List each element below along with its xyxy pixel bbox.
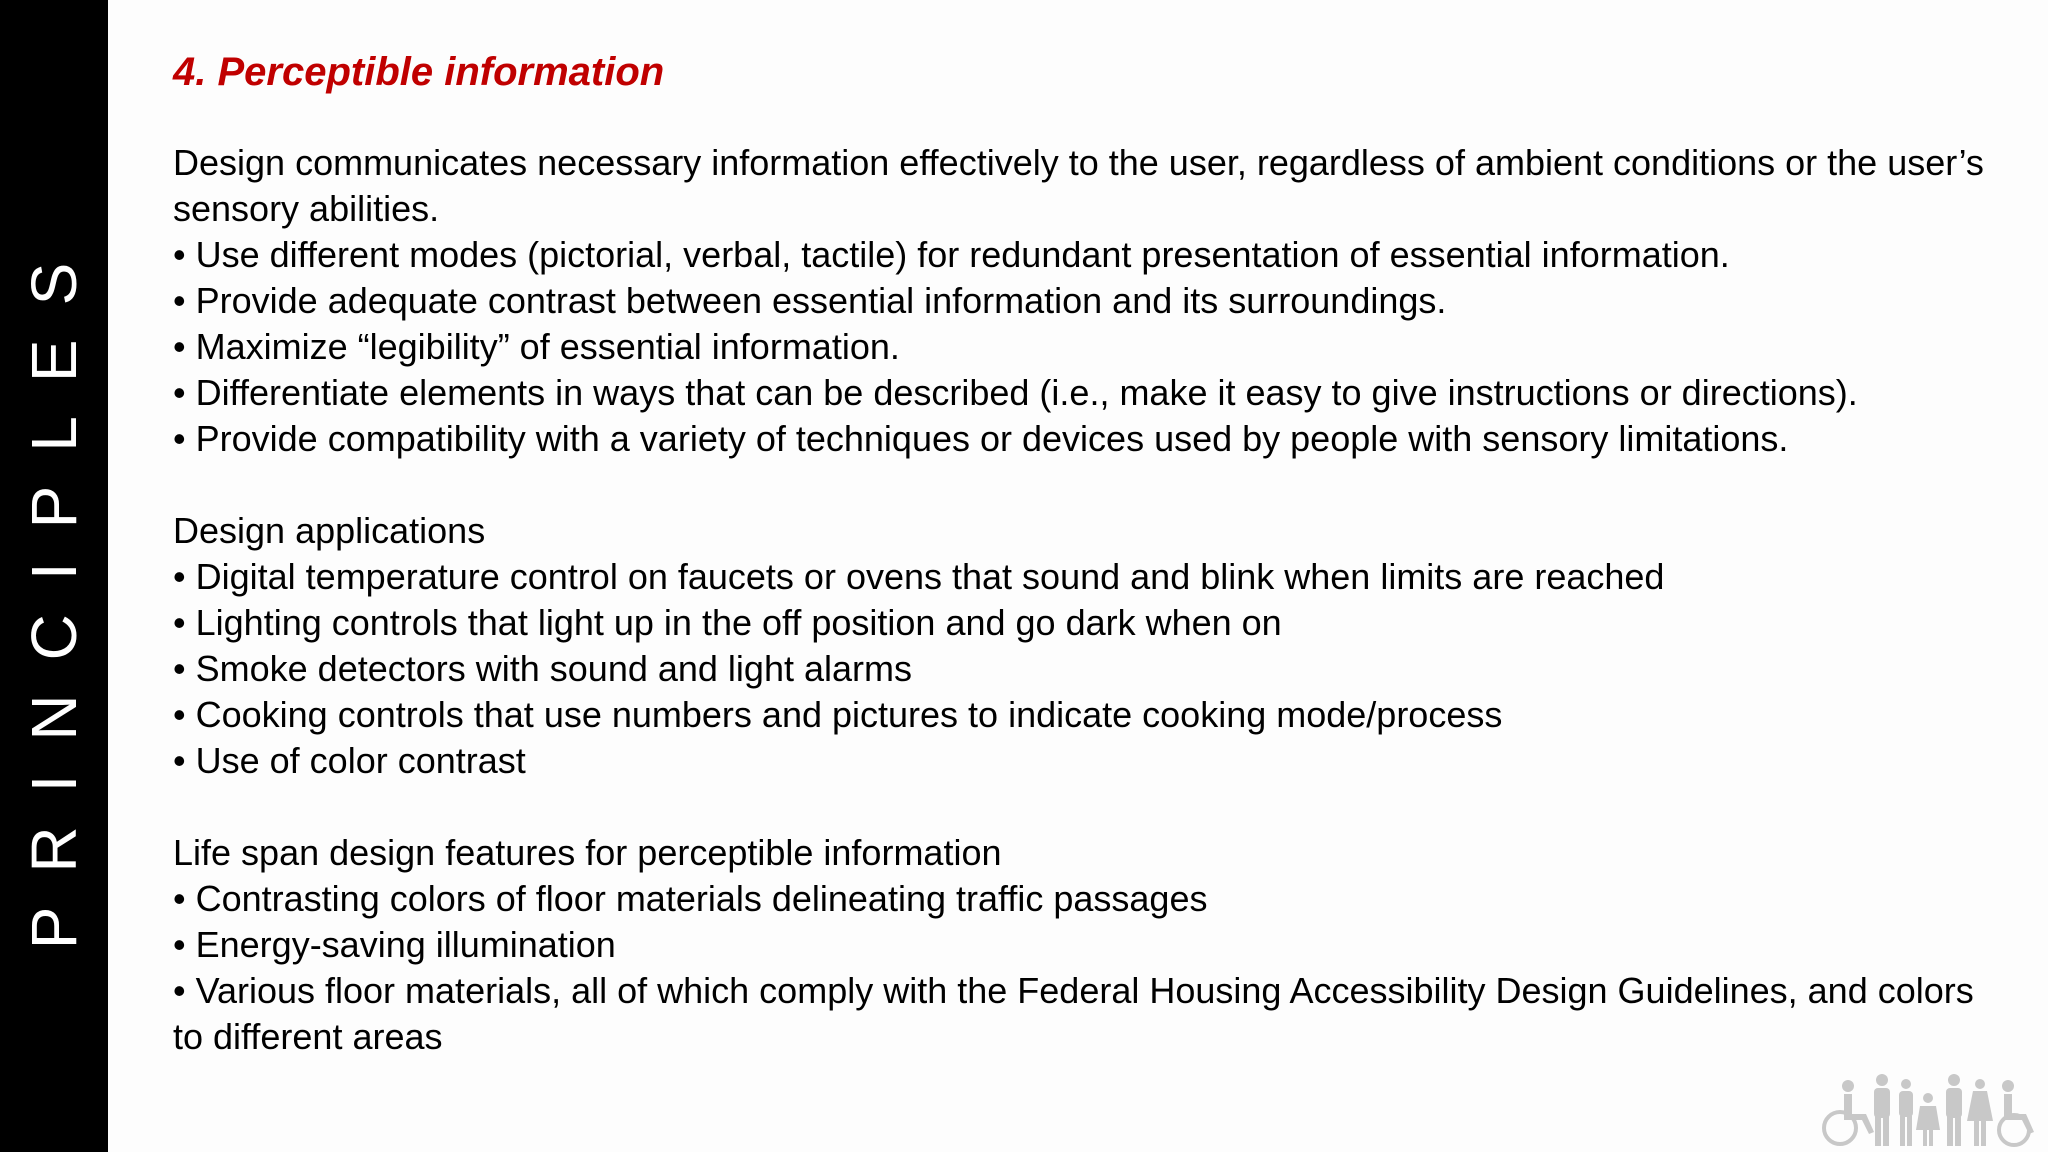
sidebar-band [0,0,108,1152]
bullet: • [173,556,186,597]
bullet: • [173,602,186,643]
bullet: • [173,280,186,321]
spacer [173,784,2008,830]
list-item-text: Use of color contrast [195,740,526,781]
bullet: • [173,234,186,275]
bullet: • [173,740,186,781]
bullet: • [173,418,186,459]
list-item [173,738,2008,784]
applications-list [173,554,2008,784]
bullet: • [173,648,186,689]
list-item-text: Digital temperature control on faucets or ovens that sound and blink when limits are reached [195,556,1665,597]
list-item-text: Provide compatibility with a variety of techniques or devices used by people with sensory limitations. [195,418,1789,459]
guidelines-list [173,232,2008,462]
list-item [173,324,2008,370]
list-item [173,232,2008,278]
lifespan-list [173,876,2008,1060]
lifespan-heading: Life span design features for perceptible information [173,832,1002,873]
list-item [173,278,2008,324]
list-item-text: Use different modes (pictorial, verbal, tactile) for redundant presentation of essential information. [195,234,1730,275]
bullet: • [173,326,186,367]
list-item-text: Various floor materials, all of which comply with the Federal Housing Accessibility Design Guidelines, and colors to different areas [173,970,1974,1057]
list-item-text: Contrasting colors of floor materials delineating traffic passages [195,878,1208,919]
universal-design-people-icon [1810,1072,2042,1148]
list-item [173,554,2008,600]
spacer [173,462,2008,508]
list-item [173,600,2008,646]
list-item-text: Differentiate elements in ways that can be described (i.e., make it easy to give instructions or directions). [195,372,1858,413]
bullet: • [173,694,186,735]
bullet: • [173,924,186,965]
slide-body [173,140,2008,1060]
sidebar-label: PRINCIPLES [18,228,90,950]
intro-paragraph: Design communicates necessary information effectively to the user, regardless of ambient conditions or the user’s sensory abilities. [173,142,1984,229]
list-item [173,922,2008,968]
list-item-text: Maximize “legibility” of essential information. [195,326,900,367]
bullet: • [173,878,186,919]
slide-content [173,46,2008,1057]
list-item [173,968,2008,1060]
list-item-text: Smoke detectors with sound and light alarms [195,648,912,689]
list-item [173,876,2008,922]
bullet: • [173,970,186,1011]
applications-heading: Design applications [173,510,486,551]
list-item-text: Cooking controls that use numbers and pictures to indicate cooking mode/process [195,694,1503,735]
list-item [173,416,2008,462]
list-item [173,692,2008,738]
bullet: • [173,372,186,413]
list-item [173,370,2008,416]
slide-title: 4. Perceptible information [173,50,665,94]
list-item-text: Provide adequate contrast between essential information and its surroundings. [195,280,1447,321]
list-item [173,646,2008,692]
list-item-text: Energy-saving illumination [195,924,616,965]
list-item-text: Lighting controls that light up in the off position and go dark when on [195,602,1282,643]
